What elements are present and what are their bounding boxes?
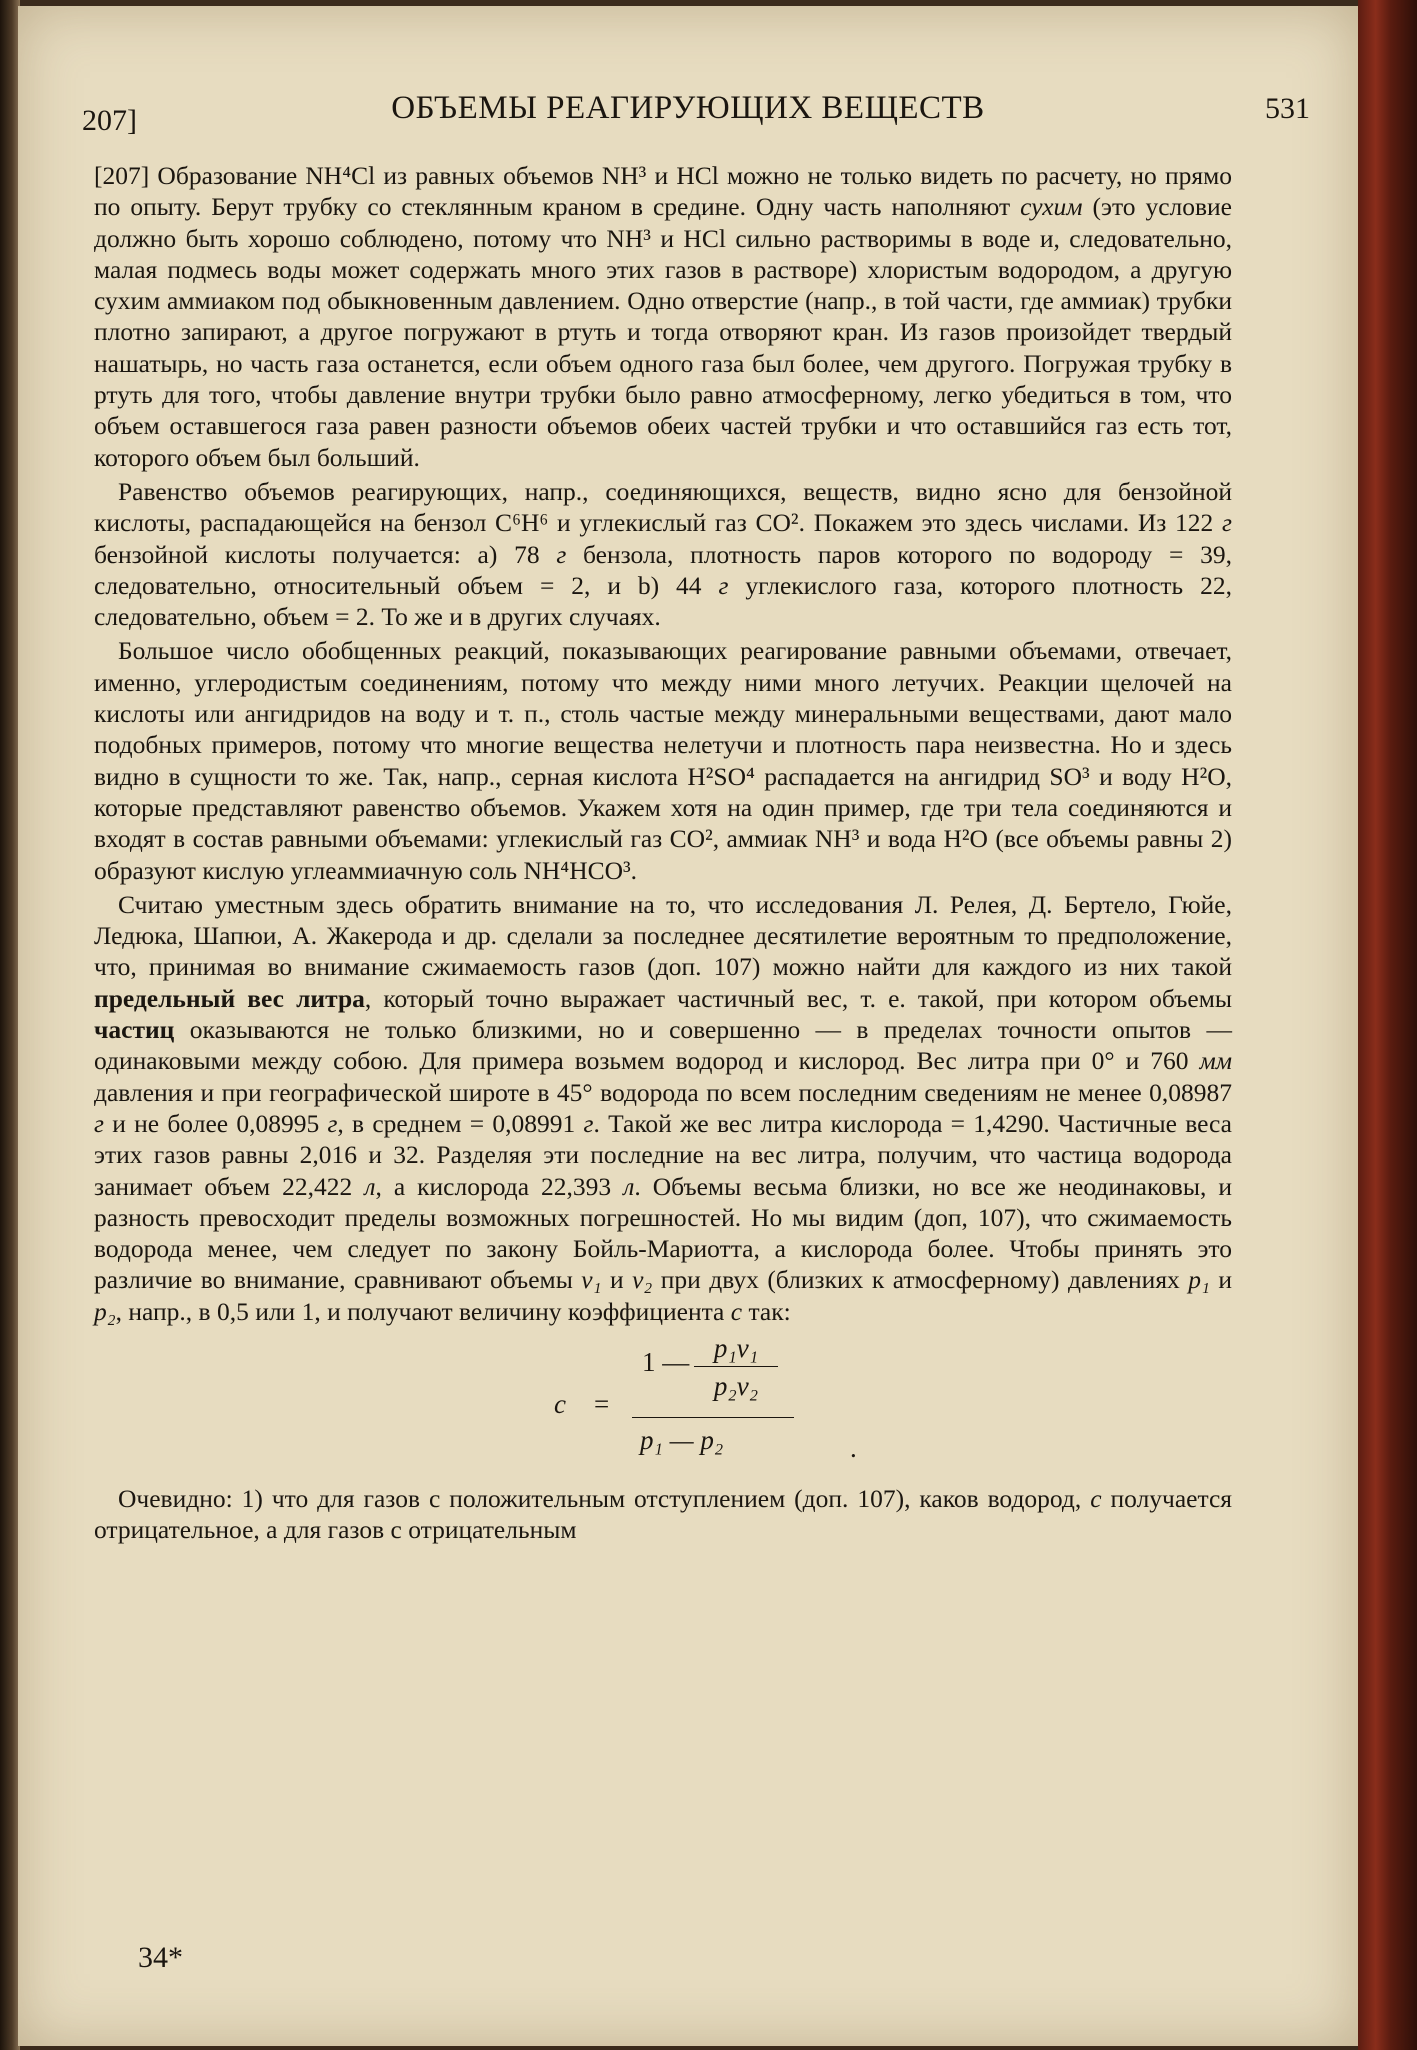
page-number: 531 — [1265, 92, 1310, 125]
text-run: Считаю уместным здесь обратить внимание на то, что исследования Л. Релея, Д. Бертело, Гюйе, Ледюка, Шапюи, А. Жакерода и др. сделали за последнее десятилетие вероятным то предположение, что, принимая во внимание сжимаемость газов (доп. 107) можно найти для каждого из них такой — [94, 889, 1232, 982]
text-run: . Такой же вес литра кислорода = 1,4290. Частичные веса этих газов равны 2,016 и 32. Разделяя эти последние на вес литра, получим, что частица водорода занимает объем 22,422 — [94, 1108, 1233, 1201]
text-run: получается отрицательное, а для газов с отрицательным — [94, 1483, 1233, 1545]
text-run: г — [583, 1108, 594, 1138]
text-run: Очевидно: 1) что для газов с положительным отступлением (доп. 107), каков водород, — [118, 1483, 1091, 1513]
text-run: давления и при географической широте в 45° водорода по всем последним сведениям не менее 0,08987 — [94, 1077, 1232, 1107]
paragraph-obviously — [94, 1483, 1232, 1546]
text-run: [207] Образование NH⁴Cl из равных объемов NH³ и HCl можно не только видеть по расчету, но прямо по опыту. Берут трубку со стеклянным краном в средине. Одну часть наполняют — [94, 161, 1232, 222]
text-run: p₂ — [94, 1296, 116, 1326]
text-run: c — [730, 1296, 743, 1326]
text-run: г — [718, 570, 729, 600]
text-run: Равенство объемов реагирующих, напр., соединяющихся, веществ, видно ясно для бензойной кислоты, распадающейся на бензол C⁶H⁶ и углекислый газ CO². Покажем это здесь числами. Из 122 — [94, 476, 1232, 538]
running-header — [58, 82, 1318, 142]
text-run: и — [601, 1265, 633, 1295]
formula-denominator: p₁ — p₂ — [640, 1424, 724, 1455]
section-number: 207] — [82, 104, 137, 137]
text-run: v₂ — [632, 1265, 653, 1295]
text-run: c — [1090, 1483, 1102, 1513]
text-run: Большое число обобщенных реакций, показывающих реагирование равными объемами, отвечает, именно, углеродистым соединениям, потому что между ними много летучих. Реакции щелочей на кислоты или ангидридов на воду и т. п., столь частые между минеральными веществами, дают мало подобных примеров, потому что многие вещества нелетучи и плотность пара неизвестна. Но и здесь видно в сущности то же. Так, напр., серная кислота H²SO⁴ распадается на ангидрид SO³ и воду H²O, которые представляют равенство объемов. Укажем хотя на один пример, где три тела соединяются и входят в состав равными объемами: углекислый газ CO², аммиак NH³ и вода H²O (все объемы равны 2) образуют кислую углеаммиачную соль NH⁴HCO³. — [94, 636, 1232, 885]
text-run: , в среднем = 0,08991 — [337, 1108, 584, 1138]
text-run: углекислого газа, которого плотность 22, следовательно, объем = 2. То же и в других случаях. — [94, 570, 1232, 632]
page-title: ОБЪЕМЫ РЕАГИРУЮЩИХ ВЕЩЕСТВ — [391, 90, 985, 126]
text-run: оказываются не только близкими, но и совершенно — в пределах точности опытов — одинаковыми между собою. Для примера возьмем водород и кислород. Вес литра при 0° и 760 — [94, 1015, 1232, 1076]
text-run: л — [623, 1171, 635, 1201]
text-run: (это условие должно быть хорошо соблюдено, потому что NH³ и HCl сильно растворимы в воде и, следовательно, малая подмесь воды может содержать много этих газов в растворе) хлористым водородом, а другую сухим аммиаком под обыкновенным давлением. Одно отверстие (напр., в той части, где аммиак) трубки плотно запирают, а другое погружают в ртуть и тогда отворяют кран. Из газов произойдет твердый нашатырь, но часть газа останется, если объем одного газа был более, чем другого. Погружая трубку в ртуть для того, чтобы давление внутри трубки было равно атмосферному, легко убедиться в том, что объем оставшегося газа равен разности объемов обеих частей трубки и что оставшийся газ есть тот, которого объем был больший. — [94, 192, 1232, 472]
text-run: при двух (близких к атмосферному) давлениях — [652, 1265, 1189, 1295]
formula-equals: = — [594, 1388, 610, 1419]
signature-mark: 34* — [138, 1941, 183, 1974]
paragraph-benzoic — [94, 476, 1232, 632]
formula-period: . — [850, 1432, 857, 1463]
formula-inner-denominator: p₂v₂ — [713, 1371, 759, 1402]
body-text — [94, 160, 1232, 1546]
formula-one-minus: 1 — — [642, 1346, 690, 1377]
compressibility-formula — [94, 1333, 1232, 1483]
text-run: , а кислорода 22,393 — [375, 1171, 624, 1201]
paragraph-207 — [94, 160, 1232, 473]
text-run: . Объемы весьма близки, но все же неодинаковы, и разность превосходит пределы возможных погрешностей. Но мы видим (доп, 107), что сжимаемость водорода менее, чем следует по закону Бойль-Мариотта, а кислорода более. Чтобы принять это различие во внимание, сравнивают объемы — [94, 1171, 1232, 1295]
text-run: мм — [1199, 1046, 1232, 1076]
text-run: сухим — [1020, 192, 1083, 222]
text-run: , напр., в 0,5 или 1, и получают величину коэффициента — [115, 1296, 731, 1326]
formula-fraction-bar — [632, 1417, 794, 1418]
text-run: г — [327, 1108, 338, 1138]
text-run: так: — [742, 1296, 791, 1326]
text-run: л — [364, 1171, 376, 1201]
text-run: p₁ — [1188, 1265, 1210, 1295]
formula-inner-fraction — [694, 1333, 778, 1403]
text-run: и не более 0,08995 — [103, 1108, 328, 1138]
paragraph-reactions — [94, 635, 1232, 885]
text-run: бензойной кислоты получается: a) 78 — [94, 539, 557, 569]
formula-inner-numerator: p₁v₁ — [694, 1333, 778, 1367]
text-run: бензола, плотность паров которого по водороду = 39, следовательно, относительный объем = 2, и b) 44 — [94, 539, 1232, 600]
formula-lhs: c — [554, 1388, 566, 1419]
text-run: предельный вес литра — [94, 983, 365, 1013]
paragraph-limit-weight — [94, 889, 1232, 1327]
text-run: г — [556, 539, 567, 569]
book-spine-shadow — [0, 0, 20, 2050]
text-run: г — [1222, 508, 1232, 538]
text-run: v₁ — [581, 1265, 602, 1295]
book-cover-edge — [1358, 0, 1417, 2050]
text-run: частиц — [94, 1015, 175, 1045]
text-run: г — [94, 1108, 104, 1138]
text-run: и — [1209, 1265, 1232, 1295]
text-run: , который точно выражает частичный вес, т. е. такой, при котором объемы — [364, 983, 1232, 1013]
